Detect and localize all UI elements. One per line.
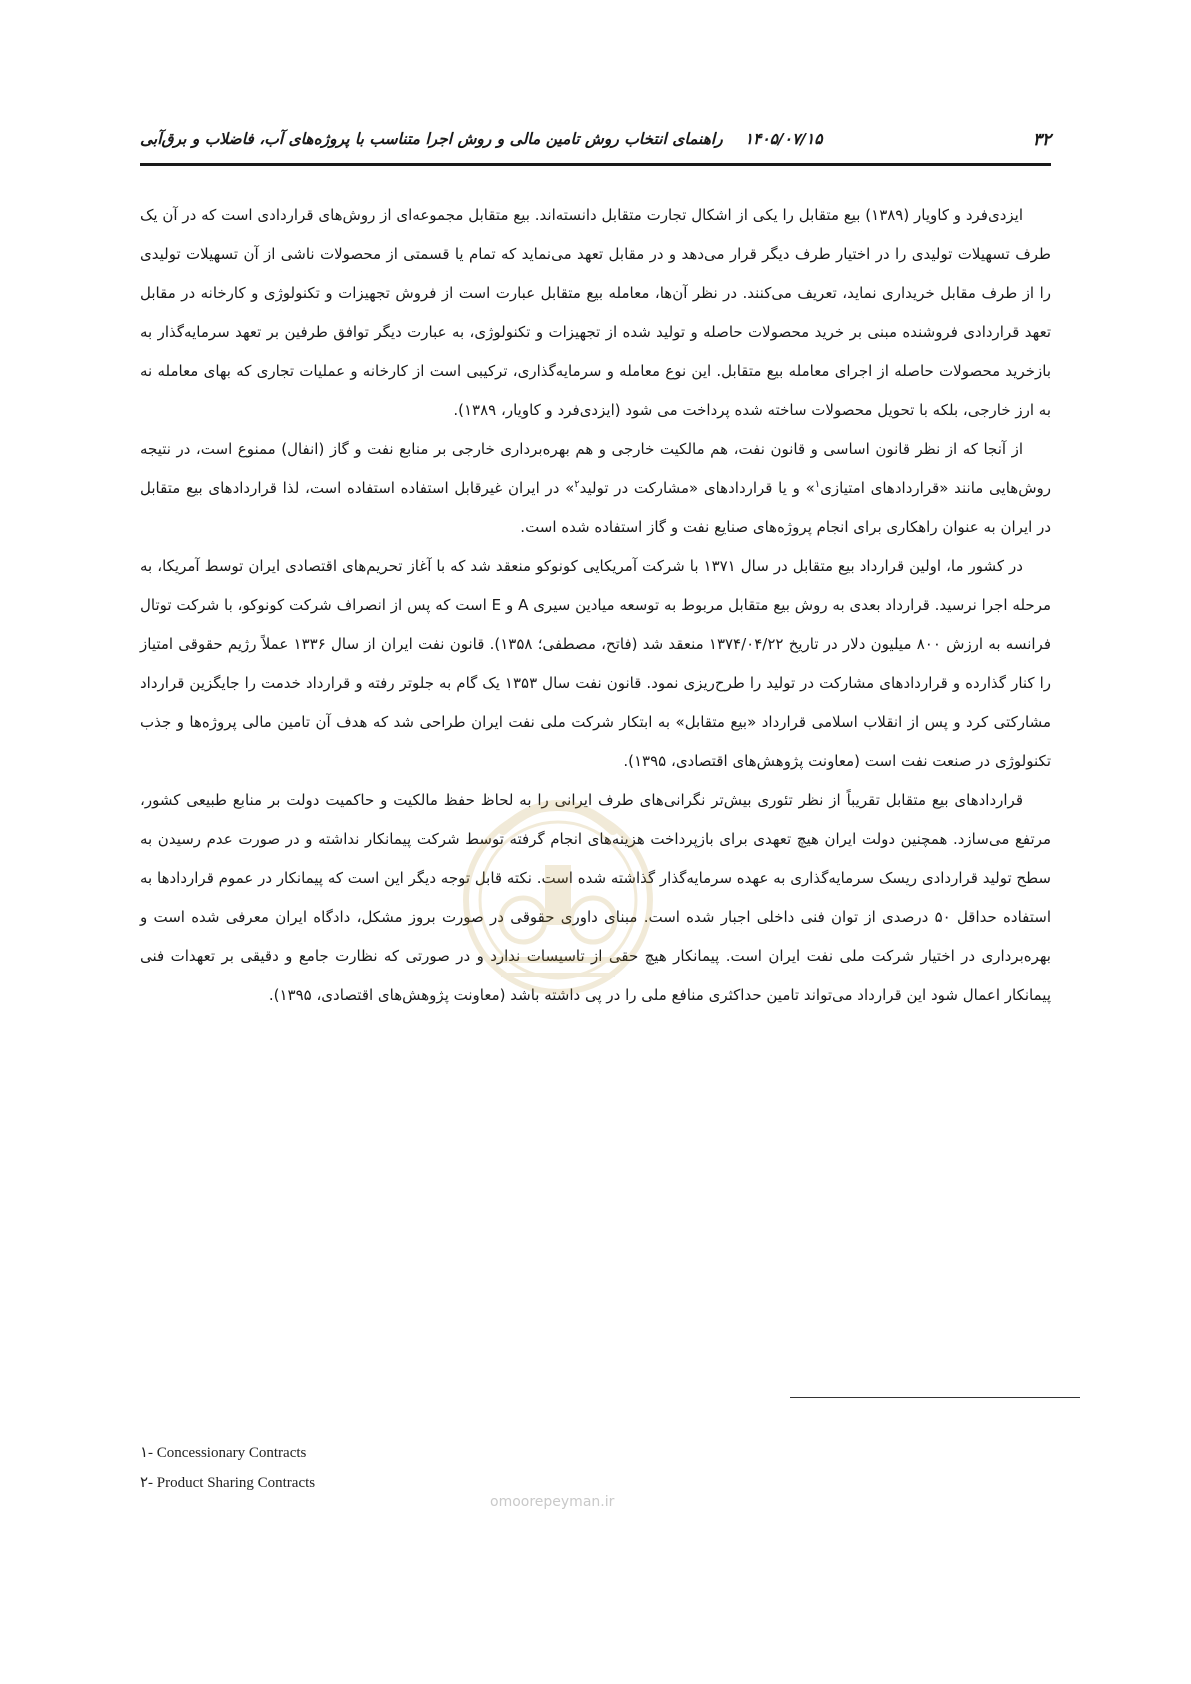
- footnote-ref-2: ۲: [574, 479, 580, 490]
- footnote-1: ۱- Concessionary Contracts: [140, 1445, 307, 1461]
- paragraph-2-part-3: » در ایران غیرقابل استفاده استفاده است، لذا قراردادهای بیع متقابل در ایران به عنوان راهکاری برای انجام پروژه‌های صنایع نفت و گاز استفاده شده است.: [140, 479, 1051, 536]
- header-date: ۱۴۰۵/۰۷/۱۵: [744, 130, 823, 148]
- page-number: ۳۲: [1032, 130, 1051, 150]
- paragraph-2-part-2: » و یا قراردادهای «مشارکت در تولید: [579, 479, 815, 497]
- publisher-seal-icon: [453, 770, 663, 1010]
- footnote-rule: [790, 1397, 1080, 1398]
- watermark-site: omoorepeyman.ir: [490, 1494, 615, 1510]
- paragraph-2-part-1: از آنجا که از نظر قانون اساسی و قانون نفت، هم مالکیت خارجی و هم بهره‌برداری خارجی بر منابع نفت و گاز (انفال) ممنوع است، در نتیجه روش‌هایی مانند «قراردادهای امتیازی: [140, 440, 1051, 497]
- paragraph-2: [140, 430, 1051, 547]
- header-rule: [140, 163, 1051, 166]
- running-title: [140, 130, 823, 148]
- page-header: [140, 126, 1051, 162]
- paragraph-1: ایزدی‌فرد و کاویار (۱۳۸۹) بیع متقابل را یکی از اشکال تجارت متقابل دانسته‌اند. بیع متقابل مجموعه‌ای از روش‌های قراردادی است که در آن یک طرف تسهیلات تولیدی را در اختیار طرف دیگر قرار می‌دهد و در مقابل تعهد می‌نماید که تمام یا قسمتی از محصولات ناشی از آن تسهیلات تولیدی را از طرف مقابل خریداری نماید، تعریف می‌کنند. در نظر آن‌ها، معامله بیع متقابل عبارت است از فروش تجهیزات و تکنولوژی و کارخانه در مقابل تعهد قراردادی فروشنده مبنی بر خرید محصولات حاصله و تولید شده از تجهیزات و تکنولوژی، به عبارت دیگر توافق طرفین بر تعهد سرمایه‌گذار به بازخرید محصولات حاصله از اجرای معامله بیع متقابل. این نوع معامله و سرمایه‌گذاری، ترکیبی است از کارخانه و عملیات تجاری که بهای معامله نه به ارز خارجی، بلکه با تحویل محصولات ساخته شده پرداخت می شود (ایزدی‌فرد و کاویار، ۱۳۸۹).: [140, 206, 1051, 419]
- paragraph-4: قراردادهای بیع متقابل تقریباً از نظر تئوری بیش‌تر نگرانی‌های طرف ایرانی را به لحاظ حفظ مالکیت و حاکمیت دولت بر منابع طبیعی کشور، مرتفع می‌سازد. همچنین دولت ایران هیچ تعهدی برای بازپرداخت هزینه‌های انجام گرفته توسط شرکت پیمانکار نداشته و در صورت عدم رسیدن به سطح تولید قراردادی ریسک سرمایه‌گذاری به عهده سرمایه‌گذار گذاشته شده است. نکته قابل توجه دیگر این است که پیمانکار در عموم قراردادها به استفاده حداقل ۵۰ درصدی از توان فنی داخلی اجبار شده است. مبنای داوری حقوقی در صورت بروز مشکل، دادگاه ایران معرفی شده است و بهره‌برداری در اختیار شرکت ملی نفت ایران است. پیمانکار هیچ حقی از تاسیسات ندارد و در صورتی که نظارت جامع و دقیقی بر تعهدات فنی پیمانکار اعمال شود این قرارداد می‌تواند تامین حداکثری منافع ملی را در پی داشته باشد (معاونت پژوهش‌های اقتصادی، ۱۳۹۵).: [140, 791, 1051, 1004]
- footnote-ref-1: ۱: [814, 479, 821, 490]
- footnotes: [140, 1438, 315, 1498]
- header-title: راهنمای انتخاب روش تامین مالی و روش اجرا متناسب با پروژه‌های آب، فاضلاب و برق‌آبی: [140, 130, 723, 148]
- footnote-2: ۲- Product Sharing Contracts: [140, 1475, 316, 1491]
- paragraph-3: در کشور ما، اولین قرارداد بیع متقابل در سال ۱۳۷۱ با شرکت آمریکایی کونوکو منعقد شد که با آغاز تحریم‌های اقتصادی ایران توسط آمریکا، به مرحله اجرا نرسید. قرارداد بعدی به روش بیع متقابل مربوط به توسعه میادین سیری A و E است که پس از انصراف شرکت کونوکو، با شرکت توتال فرانسه به ارزش ۸۰۰ میلیون دلار در تاریخ ۱۳۷۴/۰۴/۲۲ منعقد شد (فاتح، مصطفی؛ ۱۳۵۸). قانون نفت ایران از سال ۱۳۳۶ عملاً رژیم حقوقی امتیاز را کنار گذارده و قراردادهای مشارکت در تولید را طرح‌ریزی نمود. قانون نفت سال ۱۳۵۳ یک گام به جلوتر رفته و قرارداد خدمت را جایگزین قرارداد مشارکتی کرد و پس از انقلاب اسلامی قرارداد «بیع متقابل» به ابتکار شرکت ملی نفت ایران طراحی شد که هدف آن تامین مالی پروژه‌ها و جذب تکنولوژی در صنعت نفت است (معاونت پژوهش‌های اقتصادی، ۱۳۹۵).: [140, 557, 1052, 770]
